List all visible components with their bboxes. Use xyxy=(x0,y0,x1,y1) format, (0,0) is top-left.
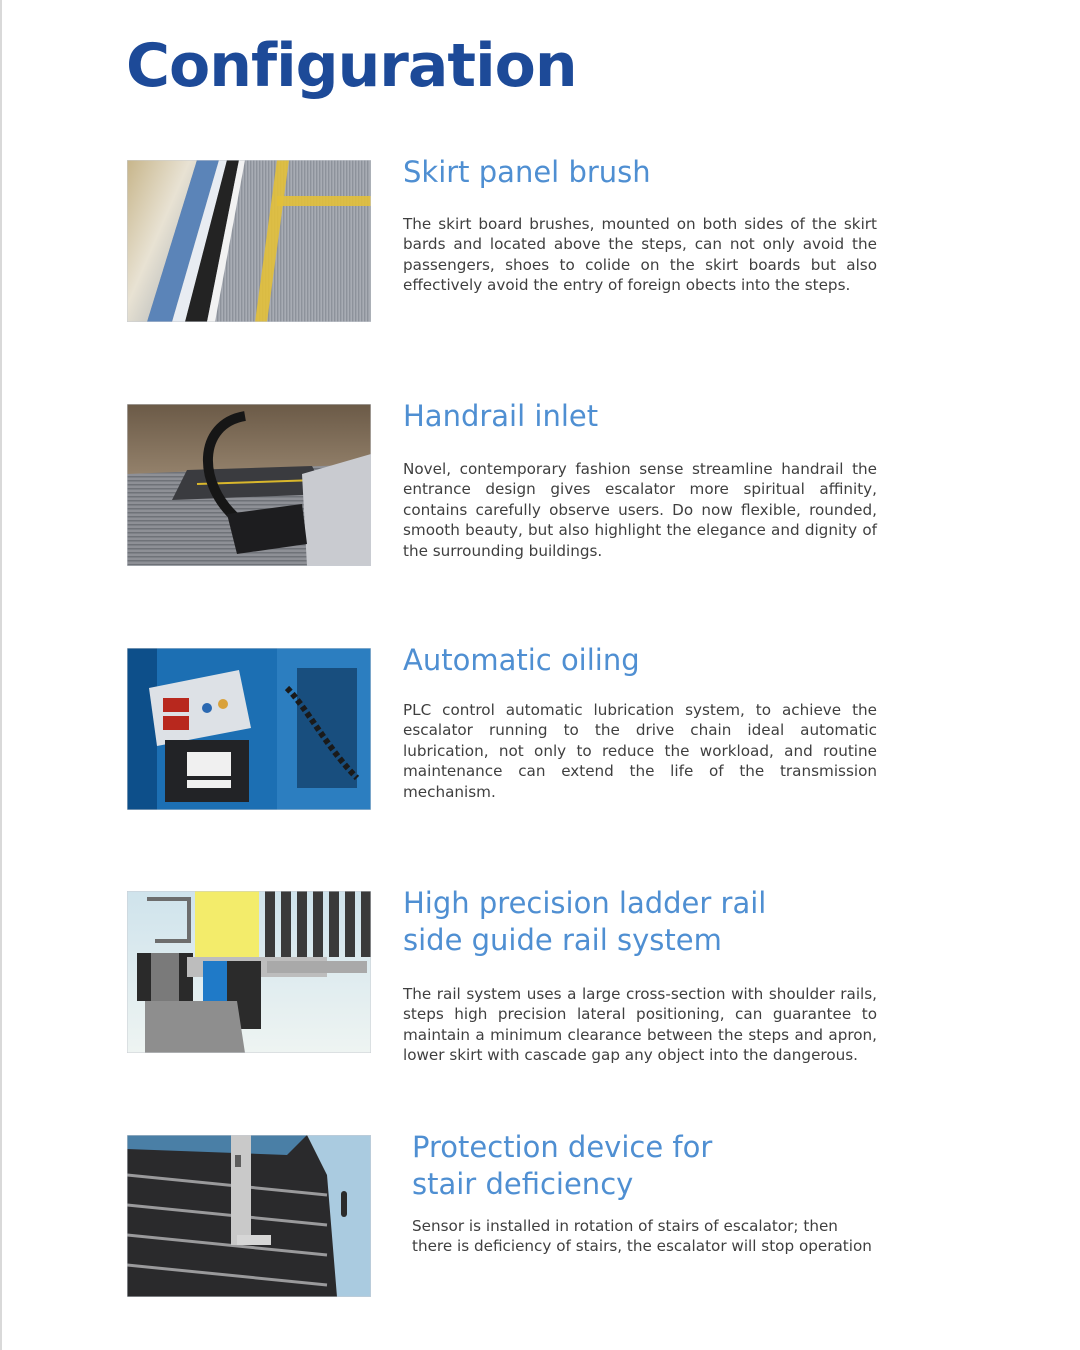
section-heading: Protection device for stair deficiency xyxy=(412,1130,713,1201)
section-handrail-inlet xyxy=(127,399,887,569)
section-skirt-panel-brush xyxy=(127,155,887,325)
section-automatic-oiling xyxy=(127,643,887,813)
automatic-oiling-photo xyxy=(127,648,371,810)
section-heading: High precision ladder rail side guide rail system xyxy=(403,886,767,957)
section-body: PLC control automatic lubrication system, to achieve the escalator running to the drive chain ideal automatic lubrication, not only to reduce the workload, and routine maintenance can extend the life of the transmission mechanism. xyxy=(403,701,877,801)
page-title: Configuration xyxy=(126,31,577,101)
ladder-rail-diagram xyxy=(127,891,371,1053)
skirt-panel-brush-photo xyxy=(127,160,371,322)
section-body: The rail system uses a large cross-section with shoulder rails, steps high precision lateral positioning, can guarantee to maintain a minimum clearance between the steps and apron, lower skirt with cascade gap any object into the dangerous. xyxy=(403,985,877,1065)
section-heading: Automatic oiling xyxy=(403,643,640,677)
section-body: The skirt board brushes, mounted on both sides of the skirt bards and located above the steps, can not only avoid the passengers, shoes to colide on the skirt boards but also effectively avoid the entry of foreign obects into the steps. xyxy=(403,215,877,295)
section-heading: Handrail inlet xyxy=(403,399,599,433)
stair-deficiency-sensor-photo xyxy=(127,1135,371,1297)
section-stair-deficiency-protection xyxy=(127,1130,887,1300)
page-edge xyxy=(0,0,2,1350)
section-body: Novel, contemporary fashion sense streamline handrail the entrance design gives escalator more spiritual affinity, contains carefully observe users. Do now flexible, rounded, smooth beauty, but also highlight the elegance and dignity of the surrounding buildings. xyxy=(403,460,877,560)
section-heading: Skirt panel brush xyxy=(403,155,651,189)
section-body: Sensor is installed in rotation of stairs of escalator; then there is deficiency of stairs, the escalator will stop operation xyxy=(412,1217,872,1256)
handrail-inlet-photo xyxy=(127,404,371,566)
section-ladder-rail-system xyxy=(127,886,887,1065)
